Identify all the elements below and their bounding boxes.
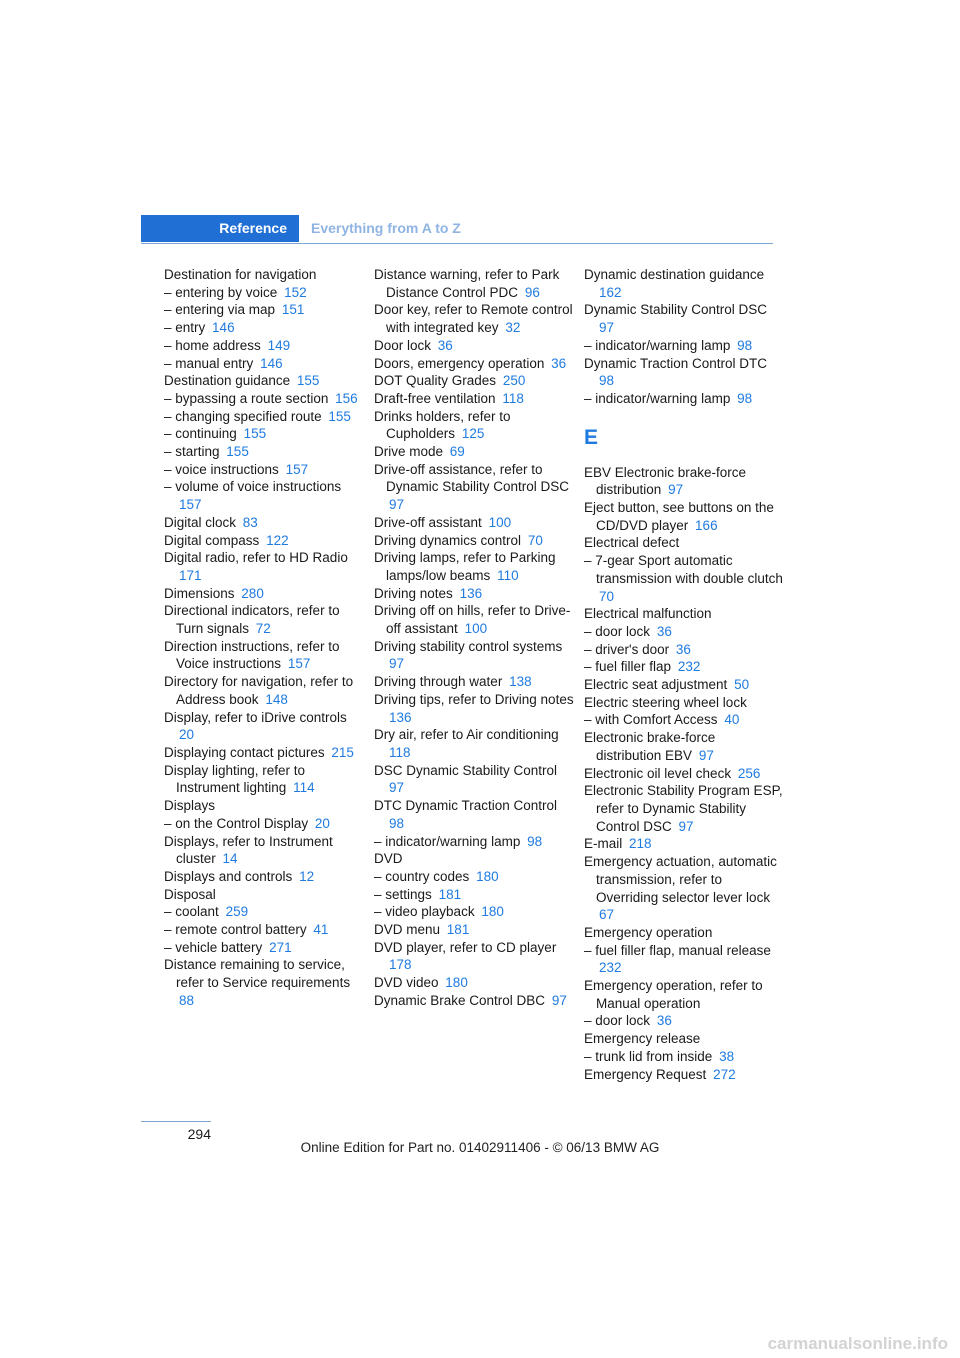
page-link[interactable]: 146 [212,320,235,336]
index-entry [164,744,364,762]
entry-term: E-mail [584,836,623,852]
entry-term: Driving off on hills, refer to Drive-off assistant [374,603,571,637]
index-entry [164,921,364,939]
entry-term: Emergency release [584,1031,701,1047]
edition-notice: Online Edition for Part no. 01402911406 - © 06/13 BMW AG [300,1140,660,1155]
entry-term: Driving lamps, refer to Parking lamps/low beams [374,550,556,583]
page-link[interactable]: 250 [502,373,526,389]
index-entry [374,939,574,974]
entry-term: Driving notes [374,585,453,601]
entry-term: – remote control battery [164,922,307,938]
index-entry [374,443,574,461]
entry-term: – entering via map [164,302,276,318]
index-entry [584,623,784,641]
chapter-title: Everything from A to Z [311,220,461,236]
entry-term: Destination for navigation [164,267,317,282]
section-tab: Reference [141,215,299,242]
index-entry [374,762,574,797]
page-link[interactable]: 97 [599,320,615,336]
page-header [141,215,773,244]
page-link[interactable]: 36 [551,355,567,371]
page-link[interactable]: 180 [481,904,504,920]
index-entry [584,782,784,835]
entry-term: DVD player, refer to CD player [374,939,557,955]
page-link[interactable]: 98 [389,815,405,831]
entry-term: Displaying contact pictures [164,744,325,760]
page-link[interactable]: 20 [179,727,195,743]
entry-term: Dynamic Brake Control DBC [374,992,546,1008]
index-entry [164,797,364,815]
index-entry [164,868,364,886]
entry-term: Distance warning, refer to Park Distance Control PDC [374,267,560,300]
page-link[interactable]: 83 [242,514,258,530]
entry-term: – fuel filler flap, manual release [584,942,771,958]
index-entry [374,337,574,355]
index-entry [164,408,364,426]
entry-term: – video playback [374,904,475,920]
index-entry [584,835,784,853]
index-entry [374,461,574,514]
index-entry [584,641,784,659]
entry-term: Disposal [164,886,216,902]
index-entry [584,337,784,355]
page-link[interactable]: 157 [179,497,202,513]
index-column-2 [374,266,574,1010]
index-entry [374,833,574,851]
index-entry [584,355,784,390]
entry-term: Dynamic Stability Control DSC [584,302,768,318]
index-entry [584,390,784,408]
page-link[interactable]: 114 [293,780,315,796]
entry-term: Display, refer to iDrive controls [164,709,347,725]
page-link[interactable]: 162 [599,284,622,300]
page-link[interactable]: 256 [737,765,761,781]
page-link[interactable]: 138 [509,674,532,690]
page-link[interactable]: 180 [476,868,499,884]
index-entry [374,974,574,992]
entry-term: Directional indicators, refer to Turn signals [164,603,340,637]
page-link[interactable]: 12 [299,868,315,884]
page-link[interactable]: 97 [668,482,684,498]
entry-term: Driving through water [374,674,503,690]
entry-term: Drive-off assistance, refer to Dynamic Stability Control DSC [374,461,570,495]
entry-term: Digital radio, refer to HD Radio [164,550,348,566]
page-number: 294 [187,1126,211,1142]
page-link[interactable]: 50 [734,677,750,693]
index-entry [164,585,364,603]
entry-term: Destination guidance [164,373,291,389]
entry-term: Electric seat adjustment [584,677,728,693]
entry-term: Direction instructions, refer to Voice instructions [164,638,340,672]
index-entry [584,301,784,336]
index-entry [584,266,784,301]
page-link[interactable]: 271 [269,939,292,955]
entry-term: – continuing [164,426,237,442]
page-link[interactable]: 151 [281,302,305,318]
entry-term: Door key, refer to Remote control with integrated key [374,302,573,336]
entry-term: Digital clock [164,514,237,530]
page-link[interactable]: 146 [260,355,283,371]
index-entry [374,992,574,1010]
page-link[interactable]: 272 [713,1066,736,1082]
entry-term: – entering by voice [164,284,278,300]
entry-term: – bypassing a route section [164,390,329,406]
index-entry [164,319,364,337]
index-entry [374,372,574,390]
page-link[interactable]: 118 [502,390,524,406]
entry-term: DOT Quality Grades [374,373,497,389]
index-entry [584,977,784,1012]
page-link[interactable]: 97 [389,497,405,513]
entry-term: Electrical malfunction [584,606,712,622]
entry-term: DSC Dynamic Stability Control [374,762,558,778]
entry-term: Emergency Request [584,1066,707,1082]
page-link[interactable]: 14 [222,851,238,867]
index-entry [374,301,574,336]
page-link[interactable]: 97 [678,818,694,834]
index-entry [164,638,364,673]
entry-term: Drive-off assistant [374,514,482,530]
index-entry [164,372,364,390]
entry-term: Doors, emergency operation [374,355,545,371]
index-entry [584,605,784,623]
page-link[interactable]: 20 [314,815,330,831]
entry-term: – coolant [164,904,219,920]
page-link[interactable]: 69 [449,444,465,460]
entry-term: Driving stability control systems [374,638,563,654]
index-entry [374,673,574,691]
index-entry [164,425,364,443]
entry-term: DTC Dynamic Traction Control [374,798,558,814]
index-entry [164,390,364,408]
index-column-1 [164,266,364,1010]
page-link[interactable]: 155 [243,426,267,442]
index-entry [374,726,574,761]
entry-term: Displays and controls [164,868,293,884]
entry-term: – settings [374,886,432,902]
page-link[interactable]: 157 [287,656,311,672]
entry-term: Door lock [374,337,432,353]
entry-term: – home address [164,337,261,353]
footer-rule [141,1121,211,1122]
index-entry [164,762,364,797]
index-entry [374,549,574,584]
entry-term: Electrical defect [584,535,680,551]
entry-term: – trunk lid from inside [584,1048,713,1064]
page-link[interactable]: 32 [505,320,521,336]
index-entry [374,585,574,603]
entry-term: Distance remaining to service, refer to Service requirements [164,957,351,991]
page-link[interactable]: 67 [599,907,615,923]
page-link[interactable]: 36 [656,1013,672,1029]
index-entry [374,514,574,532]
index-entry [164,709,364,744]
page-link[interactable]: 125 [461,426,485,442]
index-entry [164,355,364,373]
index-entry [164,532,364,550]
page-link[interactable]: 70 [527,532,543,548]
index-entry [164,549,364,584]
page-link[interactable]: 136 [389,709,412,725]
entry-term: – driver's door [584,641,670,657]
index-entry [374,850,574,868]
index-entry [164,301,364,319]
page-link[interactable]: 70 [599,588,615,604]
index-entry [584,552,784,605]
index-entry [164,956,364,1009]
page-link[interactable]: 97 [698,747,714,763]
page-link[interactable]: 149 [267,337,291,353]
page-link[interactable]: 157 [285,461,309,477]
index-entry [374,903,574,921]
entry-term: Emergency operation [584,924,713,940]
index-entry [164,886,364,904]
page-link[interactable]: 155 [328,408,351,424]
index-letter-e: E [584,425,599,449]
entry-term: – indicator/warning lamp [584,337,731,353]
entry-term: – voice instructions [164,461,279,477]
entry-term: Electronic Stability Program ESP, refer to Dynamic Stability Control DSC [584,783,783,834]
page-link[interactable]: 100 [464,621,488,637]
page-link[interactable]: 178 [389,957,412,973]
entry-term: – country codes [374,868,470,884]
entry-term: – 7-gear Sport automatic transmission with double clutch [584,553,783,586]
entry-term: DVD video [374,975,439,991]
entry-term: – with Comfort Access [584,712,718,728]
entry-term: – changing specified route [164,408,322,424]
index-entry [164,833,364,868]
page-link[interactable]: 38 [719,1048,735,1064]
index-entry [374,797,574,832]
page-link[interactable]: 156 [335,390,358,406]
entry-term: – fuel filler flap [584,659,672,675]
watermark: carmanualsonline.info [767,1334,948,1353]
page-link[interactable]: 97 [551,992,567,1008]
page-link[interactable]: 118 [389,744,411,760]
page-link[interactable]: 171 [179,567,202,583]
page-link[interactable]: 166 [695,517,718,533]
entry-term: Digital compass [164,532,260,548]
page-link[interactable]: 36 [437,337,453,353]
entry-term: Electronic brake-force distribution EBV [584,730,716,763]
entry-term: Directory for navigation, refer to Address book [164,674,354,707]
page-link[interactable]: 100 [488,514,512,530]
entry-term: Display lighting, refer to Instrument lighting [164,762,306,796]
entry-term: Driving tips, refer to Driving notes [374,691,574,707]
index-column-3 [584,266,784,1083]
entry-term: Eject button, see buttons on the CD/DVD player [584,500,774,533]
index-entry [584,729,784,764]
page-link[interactable]: 97 [389,780,405,796]
page-link[interactable]: 280 [241,585,264,601]
entry-term: Electric steering wheel lock [584,694,747,710]
index-entry [584,464,784,499]
index-entry [584,694,784,712]
index-entry [164,337,364,355]
entry-term: – indicator/warning lamp [374,833,521,849]
page-link[interactable]: 40 [724,712,740,728]
entry-term: DVD menu [374,922,441,938]
entry-term: Drinks holders, refer to Cupholders [374,408,511,442]
index-entry [584,853,784,924]
index-entry [584,1066,784,1084]
index-entry [164,443,364,461]
entry-term: Draft-free ventilation [374,390,496,406]
index-entry [374,638,574,673]
index-entry [584,658,784,676]
index-entry [584,924,784,942]
index-entry [374,532,574,550]
entry-term: – manual entry [164,355,254,371]
page-link[interactable]: 88 [179,992,195,1008]
index-entry [374,602,574,637]
page-link[interactable]: 98 [527,833,543,849]
index-entry [164,903,364,921]
entry-term: – vehicle battery [164,939,263,955]
page-link[interactable]: 122 [266,532,289,548]
page-link[interactable]: 215 [331,744,354,760]
index-entry [584,676,784,694]
entry-term: Dynamic destination guidance [584,267,765,282]
page-link[interactable]: 136 [459,585,483,601]
index-entry [164,673,364,708]
index-entry [374,691,574,726]
index-group-d [584,266,784,408]
index-entry [374,266,574,301]
page-link[interactable]: 155 [296,373,320,389]
index-entry [164,815,364,833]
page-link[interactable]: 98 [737,390,753,406]
page-link[interactable]: 181 [438,886,462,902]
index-entry [374,886,574,904]
entry-term: Electronic oil level check [584,765,732,781]
entry-term: – indicator/warning lamp [584,390,731,406]
index-entry [164,514,364,532]
entry-term: – entry [164,320,206,336]
page-link[interactable]: 97 [389,656,405,672]
page-link[interactable]: 181 [446,922,470,938]
index-entry [164,284,364,302]
entry-term: EBV Electronic brake-force distribution [584,464,747,498]
entry-term: Drive mode [374,444,444,460]
entry-term: DVD [374,851,403,867]
index-entry [584,1048,784,1066]
index-entry [374,408,574,443]
entry-term: – on the Control Display [164,815,309,831]
page-link[interactable]: 98 [599,373,615,389]
page-link[interactable]: 148 [265,691,288,707]
page-link[interactable]: 152 [284,284,307,300]
page-link[interactable]: 218 [629,836,652,852]
index-entry [164,461,364,479]
page-link[interactable]: 180 [445,975,468,991]
entry-term: Displays [164,798,216,814]
index-entry [374,868,574,886]
index-entry [584,499,784,534]
index-entry [164,939,364,957]
index-group-e [584,464,784,1084]
entry-term: Displays, refer to Instrument cluster [164,833,333,867]
page-link[interactable]: 98 [737,337,753,353]
page-link[interactable]: 96 [524,284,540,300]
page-link[interactable]: 36 [675,641,691,657]
entry-term: – door lock [584,1013,651,1029]
page-link[interactable]: 155 [226,444,249,460]
page-link[interactable]: 232 [677,659,701,675]
index-entry [584,942,784,977]
entry-term: – volume of voice instructions [164,479,342,495]
index-entry [584,1012,784,1030]
page-link[interactable]: 36 [656,623,672,639]
entry-term: Dynamic Traction Control DTC [584,355,768,371]
entry-term: Dry air, refer to Air conditioning [374,727,559,743]
index-entry [164,266,364,284]
entry-term: Dimensions [164,585,235,601]
index-entry [374,355,574,373]
index-entry [374,390,574,408]
index-entry [584,711,784,729]
page-link[interactable]: 41 [313,922,329,938]
index-entry [164,478,364,513]
page-link[interactable]: 72 [255,621,271,637]
entry-term: – starting [164,444,220,460]
entry-term: Emergency actuation, automatic transmission, refer to Overriding selector lever lock [584,854,777,905]
page-link[interactable]: 110 [497,567,519,583]
entry-term: – door lock [584,623,651,639]
index-entry [374,921,574,939]
index-entry [584,1030,784,1048]
index-entry [584,765,784,783]
page-link[interactable]: 232 [599,960,622,976]
page-link[interactable]: 259 [225,904,249,920]
index-entry [164,602,364,637]
index-entry [584,534,784,552]
entry-term: Driving dynamics control [374,532,522,548]
entry-term: Emergency operation, refer to Manual operation [584,978,763,1011]
